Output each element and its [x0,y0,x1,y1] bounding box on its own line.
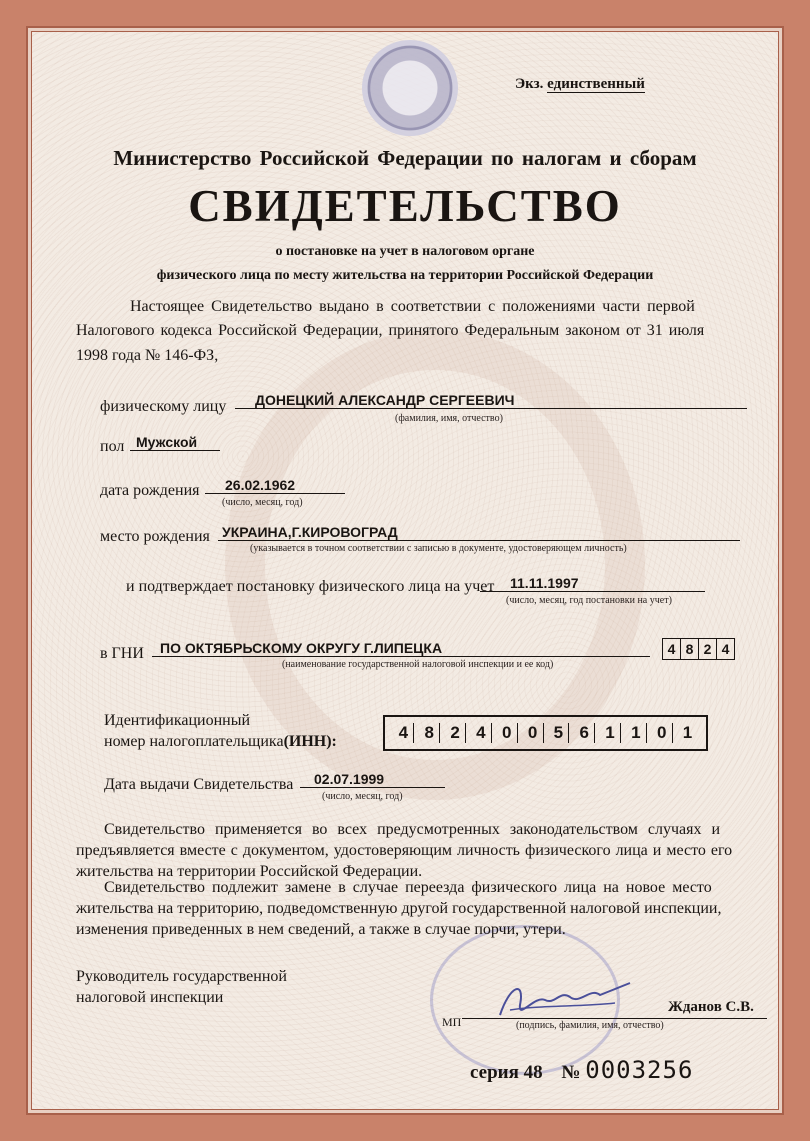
series-value: 48 [523,1062,543,1083]
ministry-heading: Министерство Российской Федерации по налогам и сборам [113,146,697,170]
issue-date-hint: (число, месяц, год) [322,791,403,802]
person-name: ДОНЕЦКИЙ АЛЕКСАНДР СЕРГЕЕВИЧ [235,392,747,409]
code-digit: 4 [663,639,681,659]
intro-line-1: Настоящее Свидетельство выдано в соответствии с положениями части первой [130,298,695,315]
inn-label-abbr: (ИНН): [283,733,337,750]
intro-line-3: 1998 года № 146-ФЗ, [76,347,219,364]
code-digit: 2 [699,639,717,659]
intro-line-2: Налогового кодекса Российской Федерации, принятого Федеральным законом от 31 июля [76,322,705,339]
birth-place-label: место рождения [100,528,210,545]
code-digit: 8 [681,639,699,659]
para2-line-2: жительства на территорию, подведомственную другой государственной налоговой инспекции, [76,900,722,917]
inn-digit: 5 [548,723,569,743]
inn-digit: 4 [471,723,492,743]
issue-date-value: 02.07.1999 [300,771,445,788]
inn-label-text: номер налогоплательщика [104,733,284,750]
inn-digit: 1 [682,723,693,742]
para1-line-2: предъявляется вместе с документом, удостоверяющим личность физического лица и место его [76,842,733,859]
series-number: 0003256 [585,1056,694,1084]
inn-digit: 1 [600,723,621,743]
hologram-seal-icon [362,40,458,136]
number-label: № [561,1062,581,1083]
issue-date-label: Дата выдачи Свидетельства [104,776,294,793]
subtitle-line-1: о постановке на учет в налоговом органе [275,244,535,259]
para1-line-1: Свидетельство применяется во всех предусмотренных законодательством случаях и [104,821,721,838]
inn-digit: 8 [419,723,440,743]
birth-place-value: УКРАИНА,Г.КИРОВОГРАД [218,524,740,541]
person-hint: (фамилия, имя, отчество) [395,413,503,424]
head-line-1: Руководитель государственной [76,968,287,985]
page-title: СВИДЕТЕЛЬСТВО [188,181,622,231]
copy-value: единственный [547,76,645,92]
series-label: серия [470,1062,519,1083]
inspection-label: в ГНИ [100,645,144,662]
birth-place-hint: (указывается в точном соответствии с записью в документе, удостоверяющем личность) [250,543,627,554]
code-digit: 4 [721,641,730,657]
inn-digit: 0 [652,723,673,743]
inn-digit: 1 [626,723,647,743]
inn-label-line-2 [104,731,337,752]
registration-label: и подтверждает постановку физического лица на учет [126,578,495,595]
birth-date-hint: (число, месяц, год) [222,497,303,508]
birth-date-value: 26.02.1962 [205,477,345,494]
signer-hint: (подпись, фамилия, имя, отчество) [516,1020,664,1031]
copy-marker [515,76,645,93]
para2-line-3: изменения приведенных в нем сведений, а также в случае порчи, утери. [76,921,566,938]
inn-digit: 0 [497,723,518,743]
gender-value: Мужской [130,434,220,451]
birth-date-label: дата рождения [100,482,200,499]
para1-line-3: жительства на территории Российской Федерации. [76,863,423,880]
para2-line-1: Свидетельство подлежит замене в случае переезда физического лица на новое место [104,879,712,896]
registration-date: 11.11.1997 [480,575,705,592]
subtitle-line-2: физического лица по месту жительства на территории Российской Федерации [156,268,654,283]
inn-digit: 2 [445,723,466,743]
inspection-name: ПО ОКТЯБРЬСКОМУ ОКРУГУ Г.ЛИПЕЦКА [152,640,650,657]
inn-digit: 0 [523,723,544,743]
inspection-code [662,638,735,660]
gender-label: пол [100,438,125,455]
inspection-hint: (наименование государственной налоговой инспекции и ее код) [282,659,554,670]
inn-label-line-1: Идентификационный [104,712,251,729]
inn-number [383,715,708,751]
person-label: физическому лицу [100,398,227,415]
head-line-2: налоговой инспекции [76,989,224,1006]
series-block [470,1056,693,1084]
inn-digit: 4 [393,723,414,743]
signer-name: Жданов С.В. [668,999,754,1015]
inn-digit: 6 [574,723,595,743]
copy-label: Экз. [515,76,544,92]
registration-hint: (число, месяц, год постановки на учет) [506,595,672,606]
mp-label: МП [442,1015,462,1029]
